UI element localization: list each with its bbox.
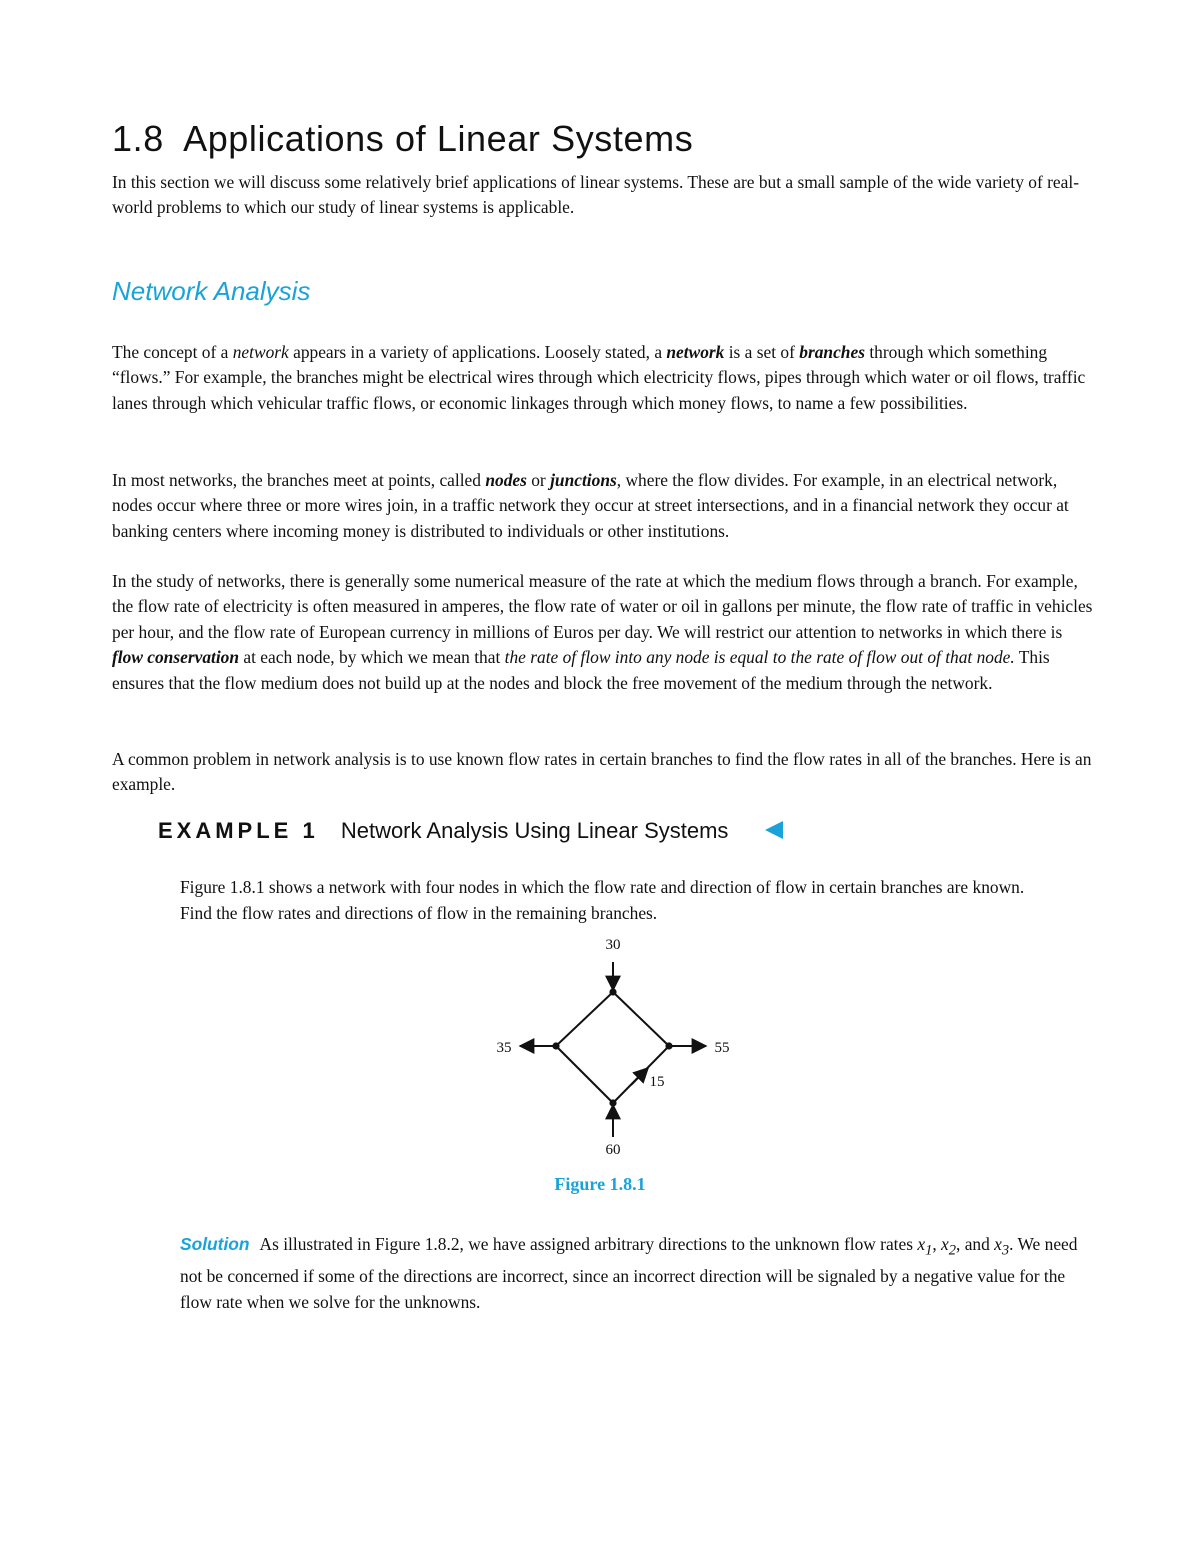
label-35: 35 [496,1040,512,1056]
term-nodes: nodes [485,470,527,490]
common-problem-text: A common problem in network analysis is to use known flow rates in certain branches to find the flow rates in all of the branches. Here is an example. [112,749,1092,795]
figure-caption: Figure 1.8.1 [554,1174,646,1194]
solution-paragraph: Solution As illustrated in Figure 1.8.2, we have assigned arbitrary directions to the unknown flow rates $x_1$, $x_2$, and $x_3$. We need not be concerned if some of the directions are incorrect, since an incorrect direction will be signaled by a negative value for the flow rate when we solve for the unknowns. [180,1234,1078,1313]
term-flow-conservation: flow conservation [112,647,240,668]
example-label: EXAMPLE 1 [158,818,319,843]
variable-x2: $x_2$ [941,1234,957,1259]
triangle-left-icon[interactable] [765,821,783,839]
edge-left-bottom [556,1046,613,1103]
example-heading [158,818,783,844]
intro-text: In this section we will discuss some relatively brief applications of linear systems. These are but a small sample of the wide variety of real-world problems to which our study of linear systems is applicable. [112,172,1079,218]
edge-top-right [613,992,669,1046]
label-55: 55 [714,1040,730,1056]
paragraph-network-definition: The concept of a network appears in a variety of applications. Loosely stated, a network is a set of branches through which something “flows.” For example, the branches might be electrical wires through which electricity flows, pipes through which water or oil flows, traffic lanes through which vehicular traffic flows, or economic linkages through which money flows, to name a few possibilities. [112,342,1086,413]
paragraph-common-problem [112,747,1097,798]
arrow-flow-15 [631,1068,648,1085]
term-network-bold: network [666,342,725,362]
paragraph-nodes: In most networks, the branches meet at points, called nodes or junctions, where the flow divides. For example, in an electrical network, nodes occur where three or more wires join, in a traffic network they occur at street intersections, and in a financial network they occur at banking centers where incoming money is distributed to individuals or other institutions. [112,470,1069,541]
edge-top-left [556,992,613,1046]
variable-x1: $x_1$ [917,1234,933,1259]
term-junctions: junctions [550,470,617,490]
section-number: 1.8 [112,118,164,159]
label-60: 60 [605,1142,621,1158]
example-statement: Figure 1.8.1 shows a network with four nodes in which the flow rate and direction of flow in certain branches are known. Find the flow rates and directions of flow in the remaining branches. [180,877,1025,923]
node-right [665,1042,672,1049]
label-15: 15 [649,1074,665,1090]
node-top [609,988,616,995]
term-network: network [232,342,289,362]
subsection-heading: Network Analysis [112,276,311,306]
intro-paragraph [112,170,1097,221]
network-diagram [480,932,740,1164]
variable-x3: $x_3$ [994,1234,1010,1259]
term-branches: branches [799,342,865,362]
page-title [112,118,693,160]
label-30: 30 [605,937,621,953]
node-bottom [609,1099,616,1106]
node-left [552,1042,559,1049]
solution-label: Solution [180,1234,250,1254]
section-title-text: Applications of Linear Systems [183,118,694,159]
flow-conservation-statement: the rate of flow into any node is equal to the rate of flow out of that node. [504,647,1015,668]
example-title: Network Analysis Using Linear Systems [340,818,729,843]
paragraph-flow-conservation: In the study of networks, there is generally some numerical measure of the rate at which the medium flows through a branch. For example, the flow rate of electricity is often measured in amperes, the flow rate of water or oil in gallons per minute, the flow rate of traffic in vehicles per hour, and the flow rate of European currency in millions of Euros per day. We will restrict our attention to networks in which there is flow conservation at each node, by which we mean that the rate of flow into any node is equal to the rate of flow out of that node. This ensures that the flow medium does not build up at the nodes and block the free movement of the medium through the network. [112,571,1093,693]
